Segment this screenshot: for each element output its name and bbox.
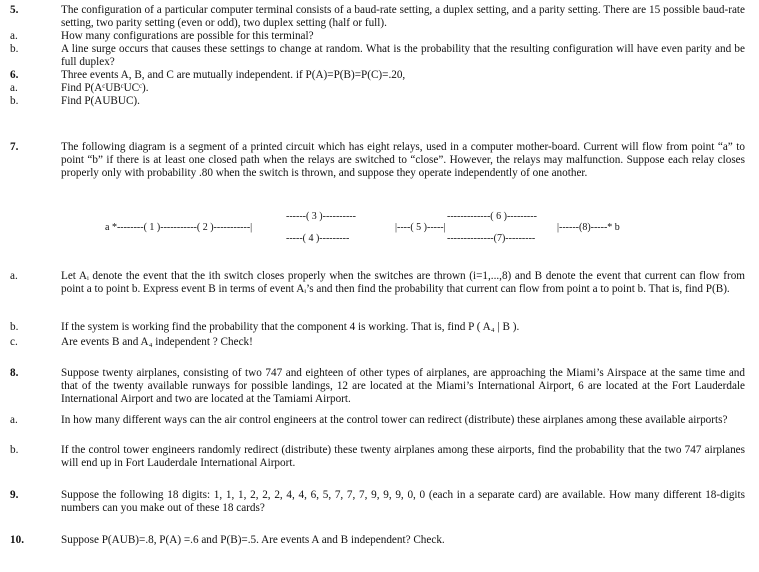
problem-label: 7. (10, 141, 19, 153)
part-text: How many configurations are possible for this terminal? (61, 30, 314, 42)
part-label: c. (10, 336, 18, 348)
problem-label: 5. (10, 4, 19, 16)
relay-4-path: -----( 4 )--------- (286, 233, 350, 244)
part-label: a. (10, 270, 18, 282)
problem-text: Suppose the following 18 digits: 1, 1, 1, 2, 2, 2, 4, 4, 6, 5, 7, 7, 7, 9, 9, 9, 0, 0 (each in a separate card) are available. How many different 18-digits numbers can you make out of these 18 cards? (61, 489, 745, 514)
problem-text: Suppose P(AUB)=.8, P(A) =.6 and P(B)=.5. Are events A and B independent? Check. (61, 534, 445, 546)
relay-7-path: --------------(7)--------- (447, 233, 536, 244)
part-label: b. (10, 95, 19, 107)
relay-6-path: -------------( 6 )--------- (447, 211, 537, 222)
part-text: Find P(AᶜUBᶜUCᶜ). (61, 82, 149, 94)
part-label: b. (10, 444, 19, 456)
problem-label: 8. (10, 367, 19, 379)
problem-label: 9. (10, 489, 19, 501)
part-text: A line surge occurs that causes these settings to change at random. What is the probability that the resulting configuration will have even parity and be full duplex? (61, 43, 745, 68)
part-label: a. (10, 82, 18, 94)
problem-label: 6. (10, 69, 19, 81)
part-text: In how many different ways can the air control engineers at the control tower can redirect (distribute) these airplanes among these available airports? (61, 414, 728, 426)
part-text: If the system is working find the probability that the component 4 is working. That is, find P ( A₄ | B ). (61, 321, 520, 333)
part-label: b. (10, 321, 19, 333)
part-label: a. (10, 414, 18, 426)
relay-8-path: |------(8)-----* b (557, 222, 620, 233)
part-text: Let Aᵢ denote the event that the ith switch closes properly when the switches are thrown (i=1,...,8) and B denote the event that current can flow from point a to point b. Express event B in terms of event Aᵢ’s and then find the probability that current can flow from point a to point b. That is, find P(B). (61, 270, 745, 295)
problem-label: 10. (10, 534, 24, 546)
problem-text: Three events A, B, and C are mutually independent. if P(A)=P(B)=P(C)=.20, (61, 69, 406, 81)
part-text: Find P(AUBUC). (61, 95, 140, 107)
problem-text: The following diagram is a segment of a printed circuit which has eight relays, used in a computer mother-board. Current will flow from point “a” to point “b” if there is at least one closed path when the relays are switched to “close”. However, the relays may malfunction. Suppose each relay closes properly only with probability .80 when the switch is thrown, and suppose they operate independently of one another. (61, 141, 745, 179)
part-label: b. (10, 43, 19, 55)
problem-text: Suppose twenty airplanes, consisting of two 747 and eighteen of other types of airplanes, are approaching the Miami’s Airspace at the same time and that of the twenty available runways for possible landings, 12 are located at the Miami’s International Airport, 6 are located at the Fort Lauderdale International Airport and two are located at the Tamiami Airport. (61, 367, 745, 405)
relay-1-2-path: a *--------( 1 )-----------( 2 )-----------| (105, 222, 253, 233)
part-text: Are events B and A₄ independent ? Check! (61, 336, 253, 348)
part-label: a. (10, 30, 18, 42)
part-text: If the control tower engineers randomly redirect (distribute) these twenty airplanes among these airports, find the probability that the two 747 airplanes will end up in Fort Lauderdale International Airport. (61, 444, 745, 469)
problem-text: The configuration of a particular computer terminal consists of a baud-rate setting, a duplex setting, and a parity setting. There are 15 possible baud-rate setting, two parity setting (even or odd), two duplex setting (half or full). (61, 4, 745, 29)
relay-3-path: ------( 3 )---------- (286, 211, 356, 222)
relay-5-path: |----( 5 )-----| (395, 222, 446, 233)
